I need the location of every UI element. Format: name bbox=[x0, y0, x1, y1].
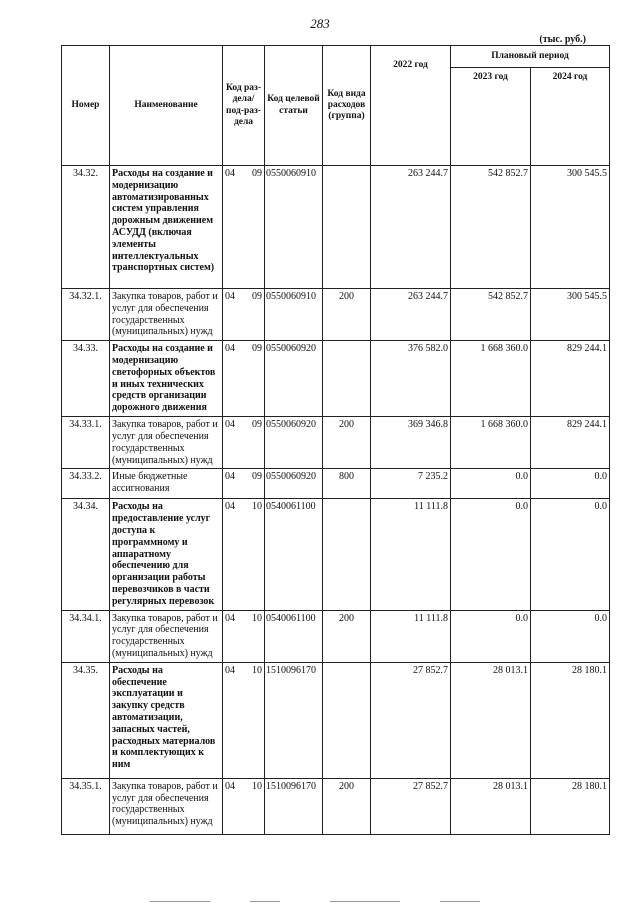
cell-razdel bbox=[223, 417, 265, 469]
cell-2023: 542 852.7 bbox=[451, 166, 531, 289]
cell-razdel bbox=[223, 662, 265, 778]
cell-name: Расходы на предоставление услуг доступа к программному и аппаратному обеспечению для организации работы перевозчиков в части регулярных перевозок bbox=[110, 499, 223, 610]
table-row bbox=[62, 662, 610, 778]
header-2024: 2024 год bbox=[531, 68, 610, 166]
cell-razdel bbox=[223, 778, 265, 834]
header-planovy: Плановый период bbox=[451, 46, 610, 68]
cell-pr: 10 bbox=[252, 501, 262, 513]
cell-2024: 300 545.5 bbox=[531, 166, 610, 289]
cell-razdel bbox=[223, 341, 265, 417]
cell-razdel bbox=[223, 499, 265, 610]
cell-2022: 7 235.2 bbox=[371, 469, 451, 499]
header-razdel: Код раз-дела/ под-раз-дела bbox=[223, 46, 265, 166]
cell-celevaya: 0550060920 bbox=[265, 417, 323, 469]
cell-nomer: 34.33. bbox=[62, 341, 110, 417]
cell-nomer: 34.33.1. bbox=[62, 417, 110, 469]
cell-2024: 0.0 bbox=[531, 469, 610, 499]
scan-bottom-edge bbox=[0, 899, 640, 905]
cell-celevaya: 0550060920 bbox=[265, 469, 323, 499]
header-vid: Код вида расходов (группа) bbox=[323, 46, 371, 166]
table-row bbox=[62, 341, 610, 417]
header-2023: 2023 год bbox=[451, 68, 531, 166]
cell-rz: 04 bbox=[225, 664, 235, 676]
cell-name: Расходы на создание и модернизацию автоматизированных систем управления дорожным движением АСУДД (включая элементы интеллектуальных транспортных систем) bbox=[110, 166, 223, 289]
header-2022: 2022 год bbox=[371, 46, 451, 166]
cell-pr: 10 bbox=[252, 612, 262, 624]
cell-vid: 200 bbox=[323, 610, 371, 662]
cell-2023: 0.0 bbox=[451, 469, 531, 499]
cell-razdel bbox=[223, 166, 265, 289]
units-label: (тыс. руб.) bbox=[539, 34, 586, 45]
cell-name: Закупка товаров, работ и услуг для обеспечения государственных (муниципальных) нужд bbox=[110, 417, 223, 469]
cell-2024: 829 244.1 bbox=[531, 417, 610, 469]
cell-2024: 28 180.1 bbox=[531, 778, 610, 834]
cell-2022: 369 346.8 bbox=[371, 417, 451, 469]
cell-pr: 09 bbox=[252, 168, 262, 179]
table-row bbox=[62, 499, 610, 610]
cell-pr: 09 bbox=[252, 471, 262, 483]
cell-celevaya: 0550060910 bbox=[265, 289, 323, 341]
cell-rz: 04 bbox=[225, 471, 235, 483]
cell-rz: 04 bbox=[225, 419, 235, 431]
cell-2022: 376 582.0 bbox=[371, 341, 451, 417]
cell-2023: 28 013.1 bbox=[451, 778, 531, 834]
cell-rz: 04 bbox=[225, 780, 235, 792]
cell-vid bbox=[323, 166, 371, 289]
cell-name: Расходы на создание и модернизацию светофорных объектов и иных технических средств организации дорожного движения bbox=[110, 341, 223, 417]
cell-vid: 200 bbox=[323, 417, 371, 469]
cell-name: Закупка товаров, работ и услуг для обеспечения государственных (муниципальных) нужд bbox=[110, 610, 223, 662]
cell-2023: 0.0 bbox=[451, 610, 531, 662]
cell-celevaya: 0540061100 bbox=[265, 610, 323, 662]
table-row bbox=[62, 778, 610, 834]
cell-2023: 1 668 360.0 bbox=[451, 417, 531, 469]
page-number: 283 bbox=[310, 16, 330, 31]
cell-nomer: 34.34. bbox=[62, 499, 110, 610]
cell-name: Закупка товаров, работ и услуг для обеспечения государственных (муниципальных) нужд bbox=[110, 778, 223, 834]
cell-2024: 300 545.5 bbox=[531, 289, 610, 341]
cell-2023: 1 668 360.0 bbox=[451, 341, 531, 417]
cell-nomer: 34.32. bbox=[62, 166, 110, 289]
cell-2024: 829 244.1 bbox=[531, 341, 610, 417]
cell-razdel bbox=[223, 610, 265, 662]
cell-rz: 04 bbox=[225, 343, 235, 355]
cell-vid bbox=[323, 499, 371, 610]
cell-pr: 10 bbox=[252, 664, 262, 676]
cell-2022: 263 244.7 bbox=[371, 166, 451, 289]
table-row bbox=[62, 289, 610, 341]
cell-celevaya: 1510096170 bbox=[265, 662, 323, 778]
cell-2023: 542 852.7 bbox=[451, 289, 531, 341]
cell-2022: 11 111.8 bbox=[371, 499, 451, 610]
header-nomer: Номер bbox=[62, 46, 110, 166]
cell-nomer: 34.35.1. bbox=[62, 778, 110, 834]
cell-vid: 200 bbox=[323, 778, 371, 834]
table-row bbox=[62, 166, 610, 289]
header-name: Наименование bbox=[110, 46, 223, 166]
cell-celevaya: 0550060920 bbox=[265, 341, 323, 417]
cell-rz: 04 bbox=[225, 612, 235, 624]
cell-rz: 04 bbox=[225, 291, 235, 302]
cell-2024: 0.0 bbox=[531, 499, 610, 610]
header-celevaya: Код целевой статьи bbox=[265, 46, 323, 166]
cell-name: Расходы на обеспечение эксплуатации и закупку средств автоматизации, запасных частей, расходных материалов и комплектующих к ним bbox=[110, 662, 223, 778]
cell-nomer: 34.34.1. bbox=[62, 610, 110, 662]
table-row bbox=[62, 417, 610, 469]
cell-pr: 09 bbox=[252, 343, 262, 355]
cell-rz: 04 bbox=[225, 168, 235, 179]
cell-vid bbox=[323, 662, 371, 778]
cell-2024: 0.0 bbox=[531, 610, 610, 662]
cell-2022: 27 852.7 bbox=[371, 778, 451, 834]
cell-vid bbox=[323, 341, 371, 417]
cell-2022: 11 111.8 bbox=[371, 610, 451, 662]
cell-razdel bbox=[223, 469, 265, 499]
table-row bbox=[62, 469, 610, 499]
cell-2022: 27 852.7 bbox=[371, 662, 451, 778]
cell-nomer: 34.35. bbox=[62, 662, 110, 778]
cell-celevaya: 0550060910 bbox=[265, 166, 323, 289]
cell-celevaya: 0540061100 bbox=[265, 499, 323, 610]
cell-vid: 800 bbox=[323, 469, 371, 499]
budget-table bbox=[61, 45, 610, 835]
cell-2022: 263 244.7 bbox=[371, 289, 451, 341]
cell-2023: 0.0 bbox=[451, 499, 531, 610]
cell-name: Закупка товаров, работ и услуг для обеспечения государственных (муниципальных) нужд bbox=[110, 289, 223, 341]
cell-pr: 10 bbox=[252, 780, 262, 792]
cell-celevaya: 1510096170 bbox=[265, 778, 323, 834]
cell-2024: 28 180.1 bbox=[531, 662, 610, 778]
cell-razdel bbox=[223, 289, 265, 341]
cell-pr: 09 bbox=[252, 419, 262, 431]
cell-2023: 28 013.1 bbox=[451, 662, 531, 778]
cell-rz: 04 bbox=[225, 501, 235, 513]
cell-vid: 200 bbox=[323, 289, 371, 341]
cell-pr: 09 bbox=[252, 291, 262, 302]
cell-nomer: 34.32.1. bbox=[62, 289, 110, 341]
table-row bbox=[62, 610, 610, 662]
cell-name: Иные бюджетные ассигнования bbox=[110, 469, 223, 499]
cell-nomer: 34.33.2. bbox=[62, 469, 110, 499]
table-body bbox=[62, 166, 610, 835]
